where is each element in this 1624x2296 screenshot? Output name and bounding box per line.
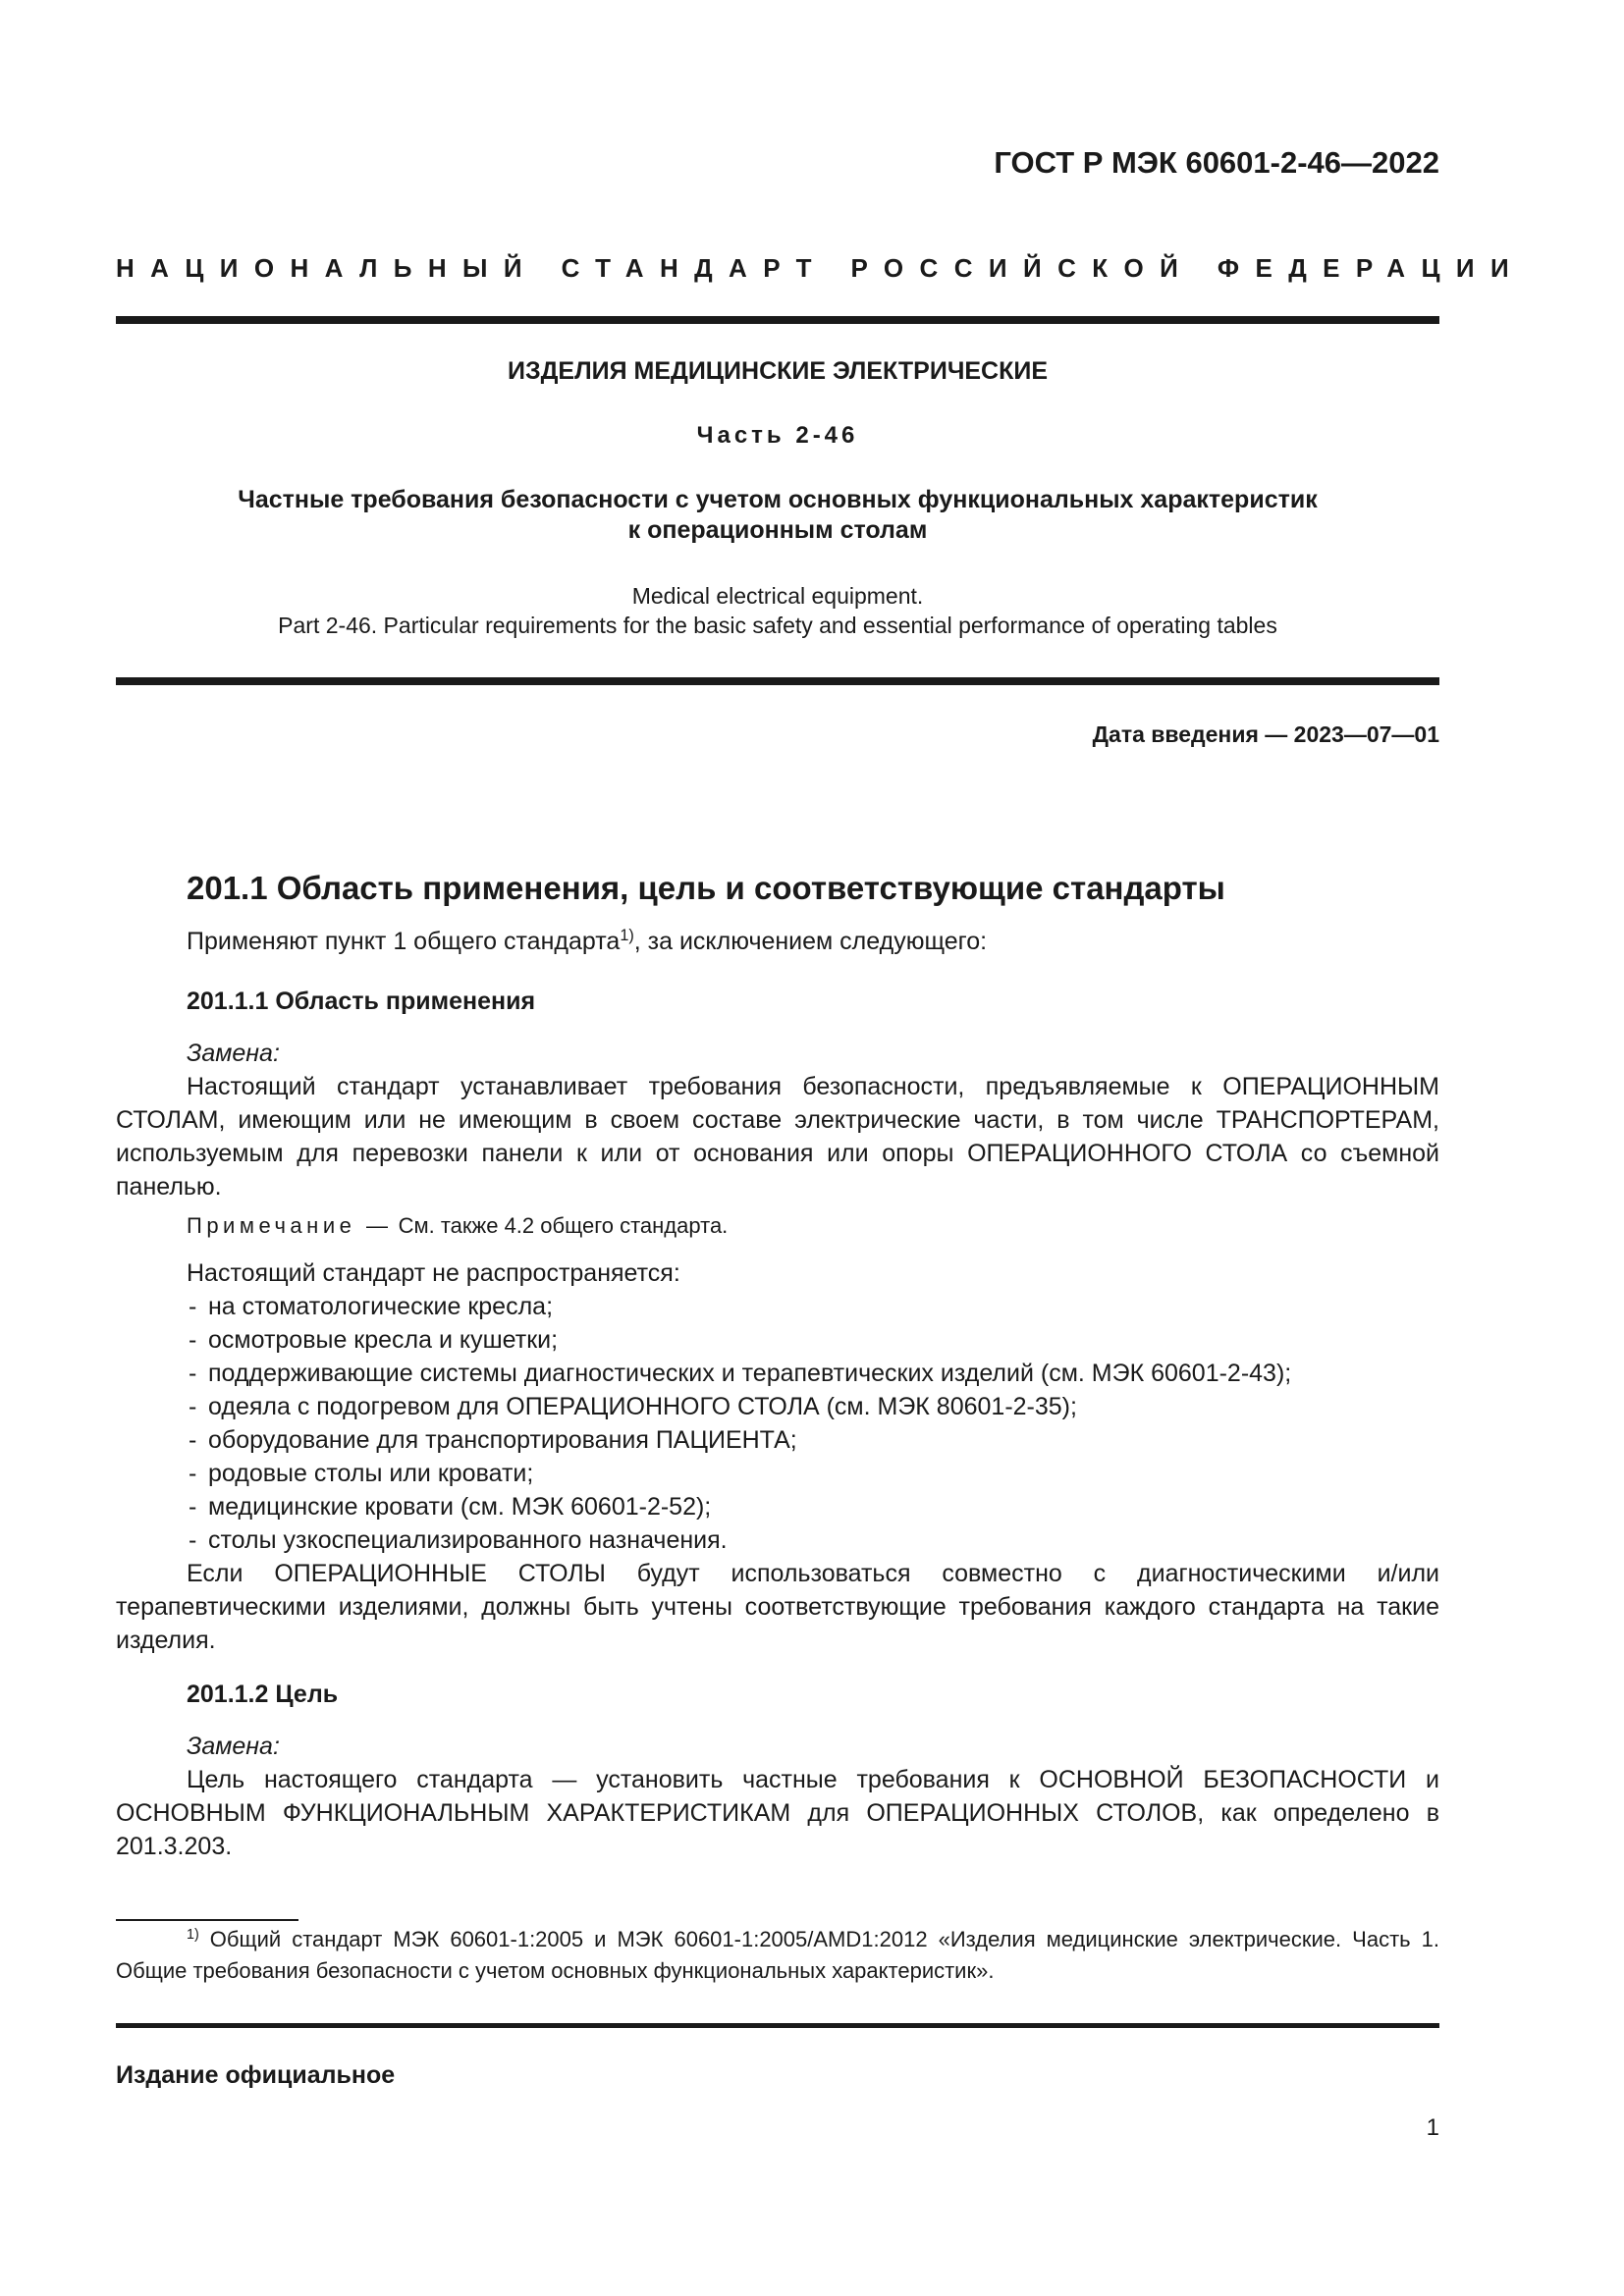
english-title-line-1: Medical electrical equipment. [631,583,924,609]
replace-label-2: Замена: [187,1733,280,1760]
list-item: - на стоматологические кресла; [187,1290,1291,1323]
list-item: - оборудование для транспортирования ПАЦИЕНТА; [187,1423,1291,1457]
document-subtitle [116,485,1439,546]
list-item: - медицинские кровати (см. МЭК 60601-2-52); [187,1490,1291,1523]
list-item: - столы узкоспециализированного назначения. [187,1523,1291,1557]
national-standard-title: НАЦИОНАЛЬНЫЙ СТАНДАРТ РОССИЙСКОЙ ФЕДЕРАЦИИ [116,253,1526,283]
bottom-divider [116,2023,1439,2028]
list-item: - родовые столы или кровати; [187,1457,1291,1490]
page-number: 1 [1426,2114,1439,2141]
closing-paragraph: Если ОПЕРАЦИОННЫЕ СТОЛЫ будут использоваться совместно с диагностическими и/или терапевтическими изделиями, должны быть учтены соответствующие требования каждого стандарта на такие изделия. [116,1560,1439,1654]
section-201-1-heading: 201.1 Область применения, цель и соответствующие стандарты [187,870,1225,906]
footnote-separator [116,1919,298,1921]
note [187,1213,728,1239]
section-201-1-intro [187,925,987,958]
footnote [116,1924,1439,1987]
section-201-1-1-heading: 201.1.1 Область применения [187,988,536,1015]
footnote-reference[interactable]: 1) [620,927,634,945]
english-title [116,581,1439,640]
exclusions-list [187,1290,1291,1557]
english-title-line-2: Part 2-46. Particular requirements for the basic safety and essential performance of operating tables [278,613,1277,638]
note-text: См. также 4.2 общего стандарта. [398,1213,729,1238]
not-applicable-intro: Настоящий стандарт не распространяется: [187,1259,680,1287]
footnote-marker: 1) [187,1927,199,1944]
document-part: Часть 2-46 [696,422,859,449]
subtitle-line-1: Частные требования безопасности с учетом основных функциональных характеристик [238,486,1318,513]
intro-tail: , за исключением следующего: [633,928,988,955]
replace-label-1: Замена: [187,1040,280,1067]
footnote-text: Общий стандарт МЭК 60601-1:2005 и МЭК 60601-1:2005/AMD1:2012 «Изделия медицинские электрические. Часть 1. Общие требования безопасности с учетом основных функциональных характеристик». [116,1927,1439,1983]
list-item: - осмотровые кресла и кушетки; [187,1323,1291,1357]
edition-label: Издание официальное [116,2061,396,2089]
top-divider [116,316,1439,324]
intro-text: Применяют пункт 1 общего стандарта [187,928,621,955]
section-201-1-2-heading: 201.1.2 Цель [187,1681,339,1708]
document-title: ИЗДЕЛИЯ МЕДИЦИНСКИЕ ЭЛЕКТРИЧЕСКИЕ [507,357,1049,385]
purpose-paragraph: Цель настоящего стандарта — установить частные требования к ОСНОВНОЙ БЕЗОПАСНОСТИ и ОСНОВНЫМ ФУНКЦИОНАЛЬНЫМ ХАРАКТЕРИСТИКАМ для ОПЕРАЦИОННЫХ СТОЛОВ, как определено в 201.3.203. [116,1766,1439,1860]
document-code: ГОСТ Р МЭК 60601-2-46—2022 [994,145,1439,180]
note-label: Примечание — [187,1213,393,1238]
scope-paragraph: Настоящий стандарт устанавливает требования безопасности, предъявляемые к ОПЕРАЦИОННЫМ СТОЛАМ, имеющим или не имеющим в своем составе электрические части, в том числе ТРАНСПОРТЕРАМ, используемым для перевозки панели к или от основания или опоры ОПЕРАЦИОННОГО СТОЛА со съемной панелью. [116,1073,1439,1201]
introduction-date: Дата введения — 2023—07—01 [1092,721,1439,747]
list-item: - поддерживающие системы диагностических и терапевтических изделий (см. МЭК 60601-2-43); [187,1357,1291,1390]
subtitle-line-2: к операционным столам [627,516,928,544]
list-item: - одеяла с подогревом для ОПЕРАЦИОННОГО СТОЛА (см. МЭК 80601-2-35); [187,1390,1291,1423]
title-divider [116,677,1439,685]
